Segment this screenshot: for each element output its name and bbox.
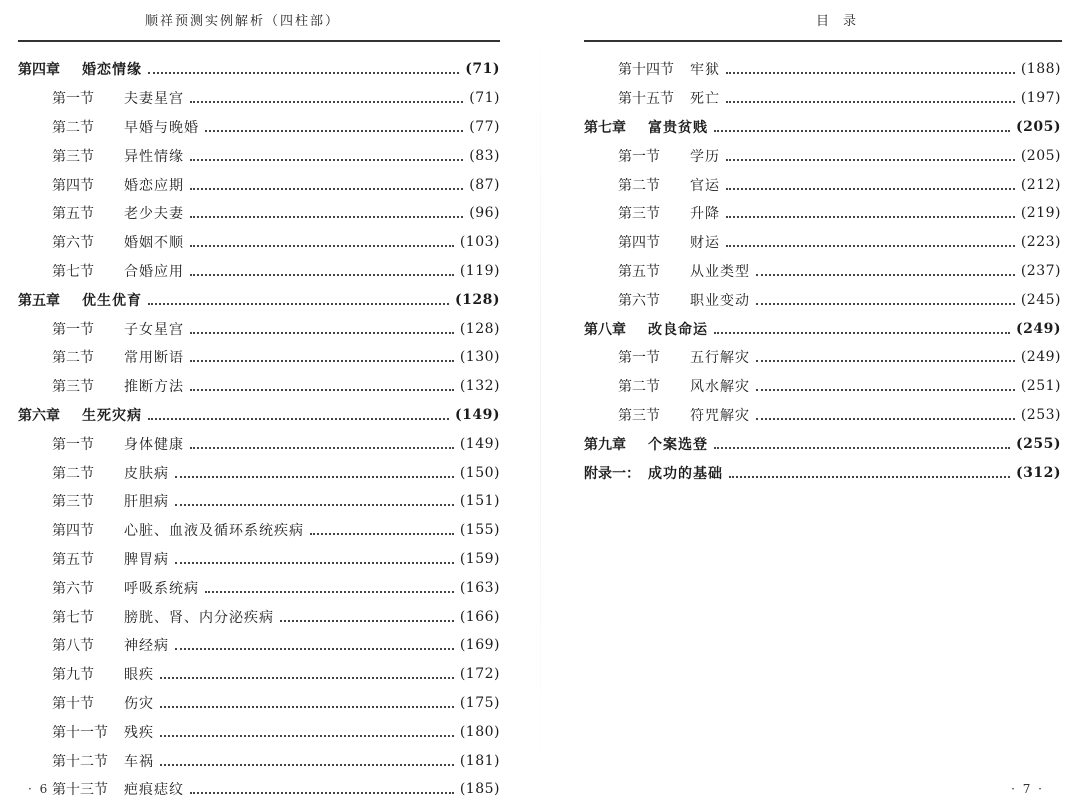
toc-section-entry — [18, 372, 500, 401]
entry-title: 风水解灾 — [690, 379, 750, 396]
entry-label: 第八章 — [584, 321, 626, 338]
dot-leader — [160, 692, 454, 708]
toc-section-entry — [584, 141, 1061, 170]
entry-title: 五行解灾 — [690, 350, 750, 367]
entry-page-number: (77) — [469, 118, 500, 135]
page-number: · 6 · — [28, 782, 61, 796]
toc-section-entry — [18, 545, 500, 574]
entry-page-number: (205) — [1016, 118, 1061, 135]
dot-leader — [726, 145, 1015, 161]
entry-page-number: (223) — [1020, 234, 1061, 251]
toc-section-entry — [584, 84, 1061, 113]
entry-label: 第六章 — [18, 407, 60, 424]
entry-page-number: (159) — [459, 550, 500, 567]
entry-label: 第三节 — [618, 206, 660, 223]
entry-page-number: (175) — [459, 694, 500, 711]
toc-section-entry — [18, 343, 500, 372]
entry-page-number: (149) — [459, 435, 500, 452]
entry-title: 富贵贫贱 — [648, 119, 708, 136]
entry-title: 眼疾 — [124, 667, 154, 684]
right-page — [560, 0, 1084, 800]
entry-page-number: (219) — [1020, 205, 1061, 222]
entry-label: 第一节 — [52, 436, 94, 453]
entry-title: 肝胆病 — [124, 494, 169, 511]
entry-page-number: (205) — [1020, 147, 1061, 164]
toc-section-entry — [18, 775, 500, 804]
entry-page-number: (188) — [1020, 61, 1061, 78]
toc-chapter-entry — [18, 401, 500, 430]
entry-title: 脾胃病 — [124, 551, 169, 568]
dot-leader — [756, 375, 1015, 391]
entry-page-number: (169) — [459, 637, 500, 654]
entry-page-number: (149) — [455, 406, 500, 423]
entry-title: 婚恋情缘 — [82, 62, 142, 79]
dot-leader — [190, 778, 454, 794]
dot-leader — [190, 174, 463, 190]
dot-leader — [729, 462, 1010, 478]
entry-title: 皮肤病 — [124, 465, 169, 482]
entry-page-number: (251) — [1020, 378, 1061, 395]
dot-leader — [190, 318, 454, 334]
entry-page-number: (71) — [469, 90, 500, 107]
entry-title: 婚恋应期 — [124, 177, 184, 194]
page-number: · 7 · — [1011, 782, 1044, 796]
running-head: 目录 — [816, 14, 871, 29]
entry-label: 第二节 — [52, 350, 94, 367]
toc-section-entry — [584, 257, 1061, 286]
entry-label: 第一节 — [52, 321, 94, 338]
entry-page-number: (128) — [455, 291, 500, 308]
entry-page-number: (130) — [459, 349, 500, 366]
entry-label: 第二节 — [52, 465, 94, 482]
entry-page-number: (151) — [459, 493, 500, 510]
entry-page-number: (96) — [469, 205, 500, 222]
entry-label: 第三节 — [52, 379, 94, 396]
entry-title: 伤灾 — [124, 695, 154, 712]
dot-leader — [756, 346, 1015, 362]
entry-page-number: (166) — [459, 608, 500, 625]
toc-section-entry — [18, 257, 500, 286]
entry-page-number: (128) — [459, 320, 500, 337]
entry-title: 神经病 — [124, 638, 169, 655]
dot-leader — [175, 490, 454, 506]
entry-label: 第一节 — [52, 91, 94, 108]
entry-label: 第四节 — [52, 523, 94, 540]
entry-page-number: (312) — [1016, 464, 1061, 481]
dot-leader — [175, 548, 454, 564]
entry-label: 第十五节 — [618, 91, 674, 108]
toc-section-entry — [584, 228, 1061, 257]
toc-section-entry — [18, 602, 500, 631]
toc-chapter-entry — [584, 429, 1061, 458]
entry-title: 常用断语 — [124, 350, 184, 367]
entry-page-number: (132) — [459, 378, 500, 395]
entry-title: 呼吸系统病 — [124, 580, 199, 597]
entry-title: 牢狱 — [690, 62, 720, 79]
toc-section-entry — [18, 746, 500, 775]
toc-section-entry — [18, 660, 500, 689]
entry-label: 第四节 — [52, 177, 94, 194]
entry-title: 老少夫妻 — [124, 206, 184, 223]
entry-title: 膀胱、肾、内分泌疾病 — [124, 609, 274, 626]
dot-leader — [726, 174, 1015, 190]
entry-page-number: (197) — [1020, 90, 1061, 107]
entry-label: 第五节 — [52, 206, 94, 223]
entry-page-number: (253) — [1020, 406, 1061, 423]
entry-label: 第三节 — [52, 148, 94, 165]
dot-leader — [160, 663, 454, 679]
entry-page-number: (181) — [459, 752, 500, 769]
toc-section-entry — [18, 228, 500, 257]
entry-label: 第十节 — [52, 695, 94, 712]
toc-section-entry — [584, 343, 1061, 372]
toc-section-entry — [18, 458, 500, 487]
entry-title: 合婚应用 — [124, 263, 184, 280]
toc-section-entry — [584, 285, 1061, 314]
entry-title: 夫妻星宫 — [124, 91, 184, 108]
dot-leader — [756, 260, 1015, 276]
entry-title: 成功的基础 — [648, 465, 723, 482]
entry-page-number: (155) — [459, 522, 500, 539]
entry-title: 改良命运 — [648, 321, 708, 338]
entry-page-number: (249) — [1016, 320, 1061, 337]
entry-page-number: (185) — [459, 781, 500, 798]
entry-label: 附录一： — [584, 465, 640, 482]
entry-label: 第一节 — [618, 148, 660, 165]
entry-title: 疤痕痣纹 — [124, 782, 184, 799]
entry-label: 第五节 — [618, 263, 660, 280]
entry-title: 早婚与晚婚 — [124, 119, 199, 136]
toc-section-entry — [18, 516, 500, 545]
entry-page-number: (245) — [1020, 291, 1061, 308]
entry-page-number: (255) — [1016, 435, 1061, 452]
dot-leader — [160, 750, 454, 766]
entry-label: 第二节 — [618, 177, 660, 194]
entry-title: 从业类型 — [690, 263, 750, 280]
entry-label: 第五章 — [18, 292, 60, 309]
entry-page-number: (212) — [1020, 176, 1061, 193]
toc-section-entry — [584, 372, 1061, 401]
running-head: 顺祥预测实例解析（四柱部） — [145, 14, 341, 29]
header-rule — [584, 40, 1062, 42]
dot-leader — [190, 231, 454, 247]
entry-title: 职业变动 — [690, 292, 750, 309]
toc-section-entry — [18, 199, 500, 228]
entry-title: 个案选登 — [648, 436, 708, 453]
toc-section-entry — [18, 717, 500, 746]
toc-section-entry — [584, 170, 1061, 199]
dot-leader — [190, 260, 454, 276]
toc-section-entry — [18, 170, 500, 199]
entry-label: 第六节 — [618, 292, 660, 309]
toc-section-entry — [18, 113, 500, 142]
entry-label: 第四节 — [618, 235, 660, 252]
dot-leader — [190, 202, 463, 218]
book-spine — [540, 0, 541, 800]
entry-page-number: (172) — [459, 666, 500, 683]
dot-leader — [280, 606, 454, 622]
entry-title: 身体健康 — [124, 436, 184, 453]
toc-chapter-entry — [584, 113, 1061, 142]
toc-chapter-entry — [18, 55, 500, 84]
toc-section-entry — [18, 84, 500, 113]
entry-label: 第十一节 — [52, 724, 108, 741]
dot-leader — [148, 58, 459, 74]
entry-title: 残疾 — [124, 724, 154, 741]
entry-label: 第九章 — [584, 436, 626, 453]
entry-title: 符咒解灾 — [690, 407, 750, 424]
dot-leader — [726, 231, 1015, 247]
entry-label: 第十四节 — [618, 62, 674, 79]
entry-label: 第六节 — [52, 580, 94, 597]
toc-section-entry — [18, 631, 500, 660]
entry-title: 优生优育 — [82, 292, 142, 309]
dot-leader — [160, 721, 454, 737]
toc-section-entry — [584, 401, 1061, 430]
entry-label: 第一节 — [618, 350, 660, 367]
dot-leader — [190, 375, 454, 391]
dot-leader — [190, 87, 463, 103]
entry-title: 升降 — [690, 206, 720, 223]
toc-section-entry — [18, 314, 500, 343]
toc-section-entry — [18, 573, 500, 602]
dot-leader — [148, 404, 449, 420]
entry-title: 子女星宫 — [124, 321, 184, 338]
entry-page-number: (249) — [1020, 349, 1061, 366]
dot-leader — [714, 433, 1010, 449]
entry-title: 异性情缘 — [124, 148, 184, 165]
entry-label: 第六节 — [52, 235, 94, 252]
toc-chapter-entry — [18, 285, 500, 314]
entry-label: 第七节 — [52, 609, 94, 626]
dot-leader — [175, 462, 454, 478]
entry-page-number: (71) — [465, 61, 500, 78]
entry-page-number: (163) — [459, 579, 500, 596]
toc-section-entry — [18, 689, 500, 718]
entry-label: 第三节 — [52, 494, 94, 511]
entry-label: 第十三节 — [52, 782, 108, 799]
dot-leader — [726, 202, 1015, 218]
entry-label: 第二节 — [618, 379, 660, 396]
toc-section-entry — [18, 429, 500, 458]
entry-label: 第二节 — [52, 119, 94, 136]
entry-title: 生死灾病 — [82, 407, 142, 424]
entry-page-number: (103) — [459, 234, 500, 251]
entry-label: 第九节 — [52, 667, 94, 684]
dot-leader — [190, 433, 454, 449]
entry-label: 第五节 — [52, 551, 94, 568]
entry-title: 学历 — [690, 148, 720, 165]
toc-section-entry — [18, 487, 500, 516]
toc-section-entry — [18, 141, 500, 170]
entry-label: 第十二节 — [52, 753, 108, 770]
toc-chapter-entry — [584, 458, 1061, 487]
entry-label: 第四章 — [18, 62, 60, 79]
dot-leader — [190, 145, 463, 161]
toc-section-entry — [584, 199, 1061, 228]
entry-title: 推断方法 — [124, 379, 184, 396]
entry-page-number: (180) — [459, 723, 500, 740]
entry-title: 婚姻不顺 — [124, 235, 184, 252]
entry-page-number: (150) — [459, 464, 500, 481]
entry-title: 死亡 — [690, 91, 720, 108]
dot-leader — [148, 289, 449, 305]
entry-title: 官运 — [690, 177, 720, 194]
dot-leader — [756, 289, 1015, 305]
entry-title: 车祸 — [124, 753, 154, 770]
dot-leader — [726, 87, 1015, 103]
dot-leader — [190, 346, 454, 362]
toc-chapter-entry — [584, 314, 1061, 343]
entry-page-number: (83) — [469, 147, 500, 164]
entry-label: 第七节 — [52, 263, 94, 280]
dot-leader — [205, 116, 463, 132]
entry-page-number: (119) — [459, 262, 500, 279]
dot-leader — [714, 116, 1010, 132]
toc-list — [584, 55, 1061, 487]
entry-title: 财运 — [690, 235, 720, 252]
toc-section-entry — [584, 55, 1061, 84]
dot-leader — [175, 634, 454, 650]
toc-list — [18, 55, 500, 804]
dot-leader — [756, 404, 1015, 420]
dot-leader — [205, 577, 454, 593]
left-page — [0, 0, 520, 800]
entry-label: 第七章 — [584, 119, 626, 136]
entry-page-number: (87) — [469, 176, 500, 193]
entry-label: 第八节 — [52, 638, 94, 655]
entry-title: 心脏、血液及循环系统疾病 — [124, 523, 304, 540]
entry-page-number: (237) — [1020, 262, 1061, 279]
header-rule — [18, 40, 500, 42]
dot-leader — [310, 519, 454, 535]
dot-leader — [714, 318, 1010, 334]
dot-leader — [726, 58, 1015, 74]
entry-label: 第三节 — [618, 407, 660, 424]
